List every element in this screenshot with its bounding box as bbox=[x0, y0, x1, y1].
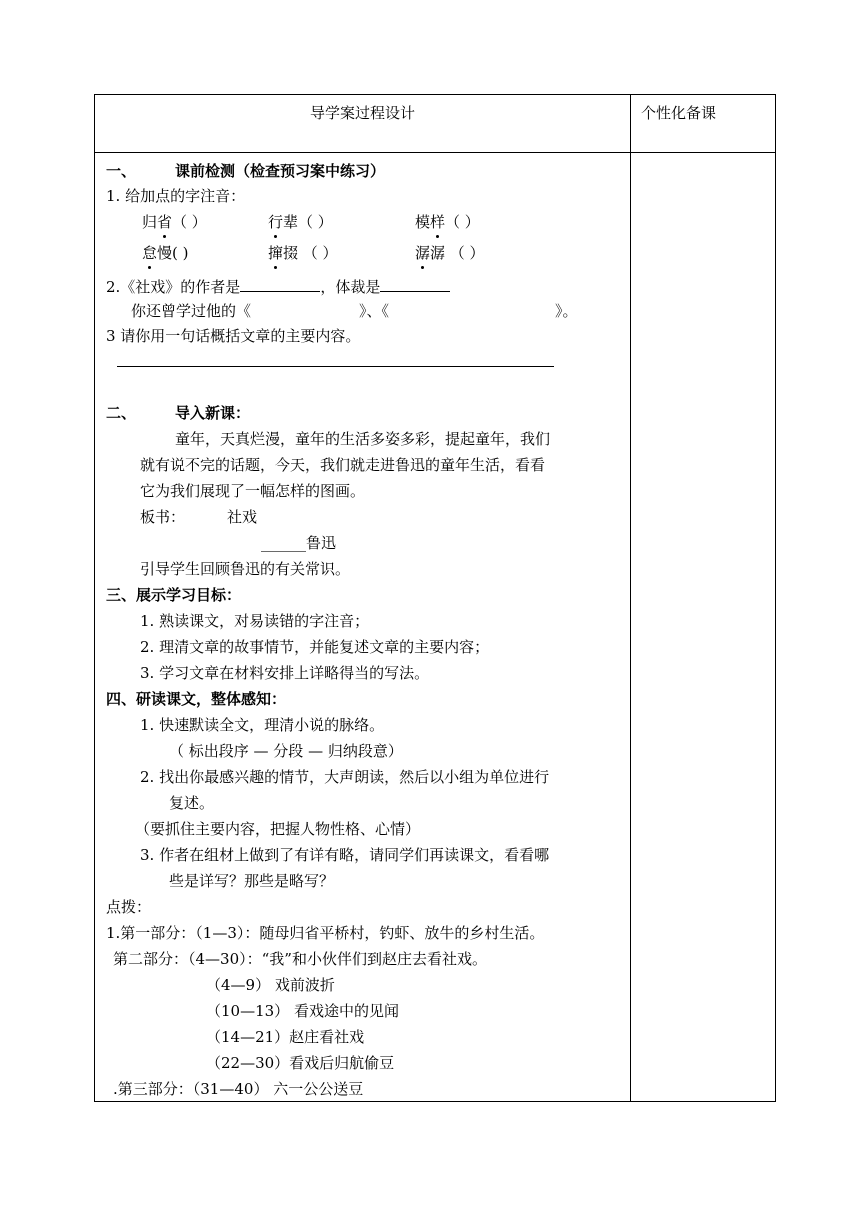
sec1-q3: 3 请你用一句话概括文章的主要内容。 bbox=[106, 327, 361, 345]
sec1-q2c: 你还曾学过他的《 》、《 》。 bbox=[131, 302, 578, 320]
genre-blank[interactable] bbox=[380, 275, 450, 292]
pinyin-item-3: 模样（ ） bbox=[415, 213, 480, 231]
study-item-2-note: （要抓住主要内容，把握人物性格、心情） bbox=[135, 820, 421, 838]
study-item-2: 2. 找出你最感兴趣的情节，大声朗读，然后以小组为单位进行 bbox=[140, 768, 550, 786]
table-content-row bbox=[95, 153, 776, 1102]
study-item-1-note: （ 标出段序 — 分段 — 归纳段意） bbox=[169, 742, 403, 760]
pinyin-item-4: 怠慢( ) bbox=[142, 244, 189, 262]
points-sub-1: （4—9） 戏前波折 bbox=[206, 976, 335, 994]
lesson-plan-table bbox=[94, 94, 776, 1102]
dotted-char: 撺 bbox=[268, 244, 284, 262]
goal-item-3: 3. 学习文章在材料安排上详略得当的写法。 bbox=[140, 664, 430, 682]
dotted-char: 行 bbox=[268, 213, 284, 231]
sec3-title: 三、展示学习目标： bbox=[106, 586, 242, 604]
pinyin-item-2: 行辈（ ） bbox=[268, 213, 333, 231]
author-blank[interactable] bbox=[240, 275, 320, 292]
sec2-title: 导入新课： bbox=[175, 404, 251, 422]
sec2-p1: 童年，天真烂漫，童年的生活多姿多彩，提起童年，我们 bbox=[175, 430, 551, 448]
notes-column[interactable] bbox=[631, 153, 776, 1102]
points-sub-2: （10—13） 看戏途中的见闻 bbox=[206, 1002, 399, 1020]
sec1-num: 一、 bbox=[106, 162, 137, 180]
points-part-1: 1.第一部分：（1—3）：随母归省平桥村，钓虾、放牛的乡村生活。 bbox=[106, 924, 545, 942]
pinyin-item-6: 潺潺 （ ） bbox=[415, 244, 485, 262]
sec2-p2: 就有说不完的话题，今天，我们就走进鲁迅的童年生活，看看 bbox=[140, 456, 546, 474]
study-item-3-cont: 些是详写？那些是略写？ bbox=[169, 872, 335, 890]
sec1-title: 课前检测（检查预习案中练习） bbox=[175, 162, 386, 180]
dotted-char: 潺 bbox=[415, 244, 431, 262]
study-item-1: 1. 快速默读全文，理清小说的脉络。 bbox=[140, 716, 385, 734]
answer-line[interactable] bbox=[117, 366, 554, 367]
pinyin-item-1: 归省（ ） bbox=[142, 213, 207, 231]
board-label: 板书： bbox=[140, 508, 186, 526]
points-sub-3: （14—21）赵庄看社戏 bbox=[206, 1028, 365, 1046]
study-item-2-cont: 复述。 bbox=[169, 794, 215, 812]
header-design: 导学案过程设计 bbox=[95, 95, 631, 153]
sec1-q1: 1. 给加点的字注音： bbox=[106, 187, 246, 205]
points-title: 点拨： bbox=[106, 898, 152, 916]
sec4-title: 四、研读课文，整体感知： bbox=[106, 690, 287, 708]
points-part-3: .第三部分：（31—40） 六一公公送豆 bbox=[113, 1080, 364, 1098]
pinyin-item-5: 撺掇 （ ） bbox=[268, 244, 338, 262]
sec2-guide: 引导学生回顾鲁迅的有关常识。 bbox=[140, 560, 351, 578]
dotted-char: 样 bbox=[430, 213, 446, 231]
goal-item-1: 1. 熟读课文，对易读错的字注音； bbox=[140, 612, 370, 630]
table-header-row bbox=[95, 95, 776, 153]
points-sub-4: （22—30）看戏后归航偷豆 bbox=[206, 1054, 395, 1072]
board-title: 社戏 bbox=[227, 508, 258, 526]
points-part-2: 第二部分：（4—30）：“我”和小伙伴们到赵庄去看社戏。 bbox=[113, 950, 487, 968]
header-notes: 个性化备课 bbox=[631, 95, 776, 153]
sec2-p3: 它为我们展现了一幅怎样的图画。 bbox=[140, 482, 366, 500]
board-author: ______鲁迅 bbox=[261, 534, 337, 552]
sec2-num: 二、 bbox=[106, 404, 137, 422]
dotted-char: 省 bbox=[157, 213, 173, 231]
sec1-q2: 2.《社戏》的作者是 ，体裁是 bbox=[106, 275, 450, 297]
dotted-char: 怠 bbox=[142, 244, 158, 262]
goal-item-2: 2. 理清文章的故事情节，并能复述文章的主要内容； bbox=[140, 638, 490, 656]
design-content bbox=[95, 153, 631, 1102]
study-item-3: 3. 作者在组材上做到了有详有略，请同学们再读课文，看看哪 bbox=[140, 846, 550, 864]
